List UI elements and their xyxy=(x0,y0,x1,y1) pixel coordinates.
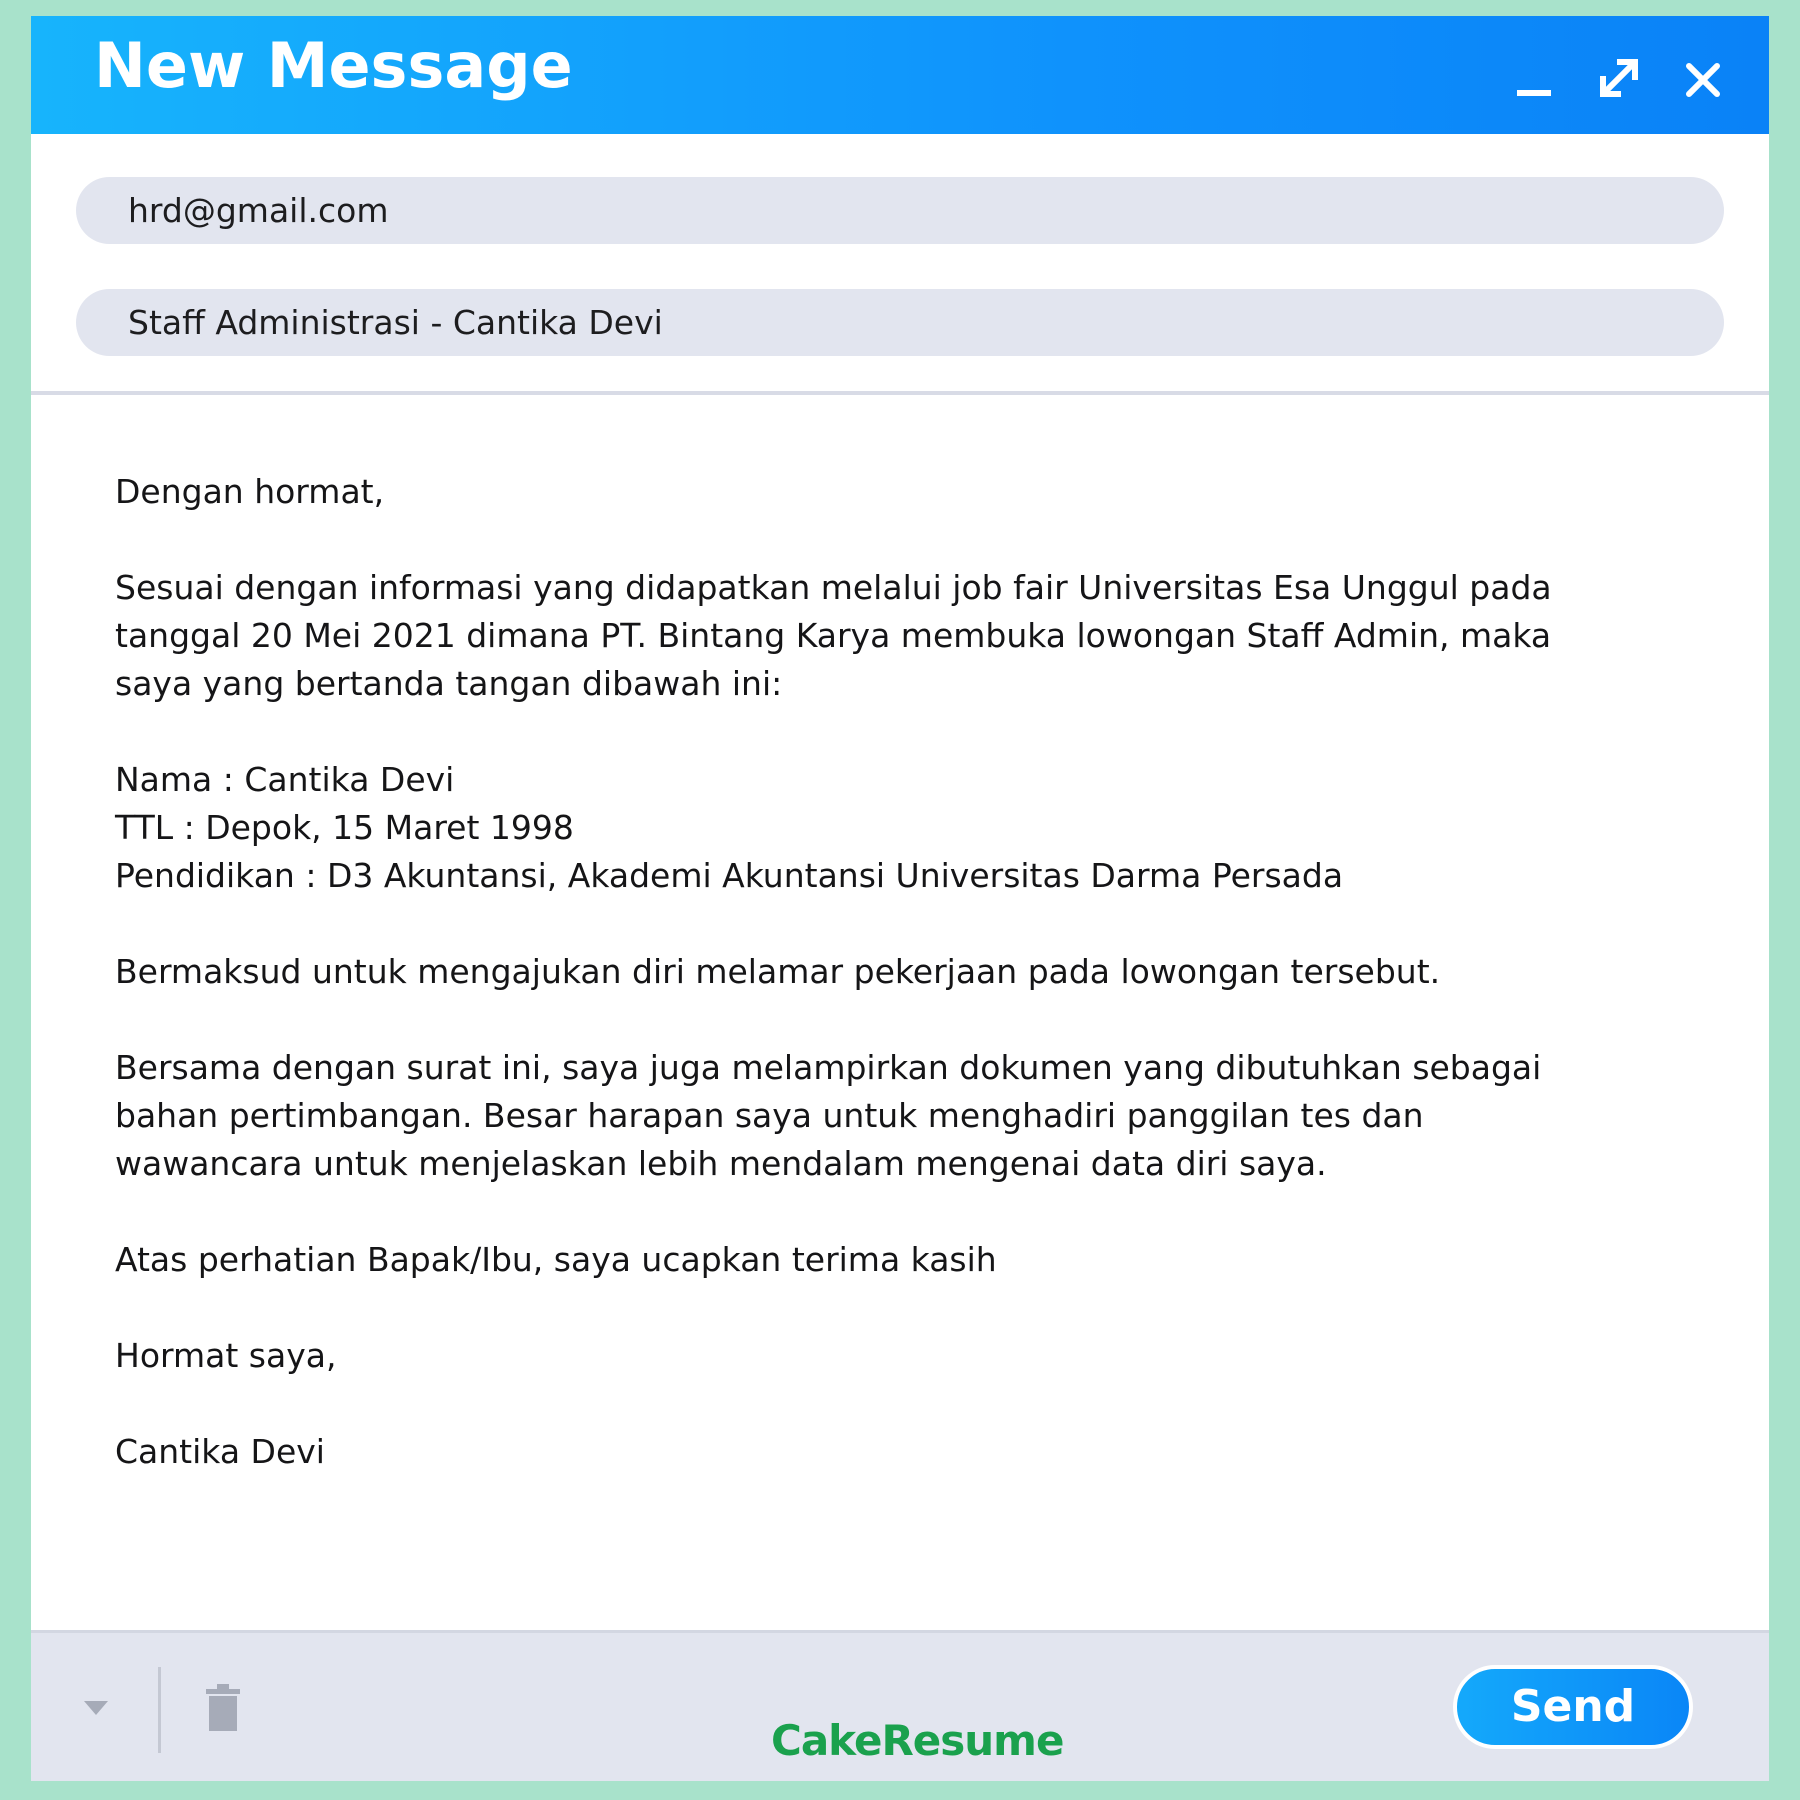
subject-value: Staff Administrasi - Cantika Devi xyxy=(128,303,663,342)
minimize-button[interactable] xyxy=(1503,46,1567,110)
detail-education: Pendidikan : D3 Akuntansi, Akademi Akuntansi Universitas Darma Persada xyxy=(115,856,1344,895)
caret-down-icon xyxy=(81,1695,111,1719)
window-title: New Message xyxy=(94,29,573,102)
details-paragraph xyxy=(115,756,1695,900)
thanks-paragraph xyxy=(115,1236,1695,1284)
signature-line: Cantika Devi xyxy=(115,1432,325,1471)
purpose-paragraph xyxy=(115,948,1695,996)
compose-footer xyxy=(31,1630,1769,1781)
attachment-line: bahan pertimbangan. Besar harapan saya untuk menghadiri panggilan tes dan xyxy=(115,1096,1424,1135)
send-button[interactable]: Send xyxy=(1453,1665,1693,1749)
more-options-button[interactable] xyxy=(81,1695,111,1719)
detail-birth: TTL : Depok, 15 Maret 1998 xyxy=(115,808,574,847)
footer-separator xyxy=(158,1667,161,1753)
thanks-line: Atas perhatian Bapak/Ibu, saya ucapkan terima kasih xyxy=(115,1240,997,1279)
closing-paragraph xyxy=(115,1332,1695,1380)
detail-name: Nama : Cantika Devi xyxy=(115,760,455,799)
purpose-line: Bermaksud untuk mengajukan diri melamar pekerjaan pada lowongan tersebut. xyxy=(115,952,1441,991)
recipient-value: hrd@gmail.com xyxy=(128,191,389,230)
minimize-icon xyxy=(1503,46,1567,110)
intro-paragraph xyxy=(115,564,1695,708)
attachment-line: Bersama dengan surat ini, saya juga melampirkan dokumen yang dibutuhkan sebagai xyxy=(115,1048,1542,1087)
close-button[interactable] xyxy=(1671,46,1735,110)
expand-icon xyxy=(1587,46,1651,110)
close-icon xyxy=(1671,46,1735,110)
subject-field[interactable] xyxy=(76,289,1724,356)
closing-line: Hormat saya, xyxy=(115,1336,337,1375)
header-divider xyxy=(31,391,1769,395)
signature-paragraph xyxy=(115,1428,1695,1476)
attachment-paragraph xyxy=(115,1044,1695,1188)
discard-button[interactable] xyxy=(203,1683,243,1733)
recipient-field[interactable] xyxy=(76,177,1724,244)
greeting-line: Dengan hormat, xyxy=(115,472,385,511)
trash-icon xyxy=(203,1683,243,1733)
intro-line: saya yang bertanda tangan dibawah ini: xyxy=(115,664,783,703)
intro-line: Sesuai dengan informasi yang didapatkan melalui job fair Universitas Esa Unggul pada xyxy=(115,568,1552,607)
intro-line: tanggal 20 Mei 2021 dimana PT. Bintang Karya membuka lowongan Staff Admin, maka xyxy=(115,616,1552,655)
compose-window xyxy=(31,16,1769,1781)
attachment-line: wawancara untuk menjelaskan lebih mendalam mengenai data diri saya. xyxy=(115,1144,1327,1183)
brand-logo: CakeResume xyxy=(771,1716,1064,1765)
message-body[interactable] xyxy=(115,468,1695,1476)
greeting xyxy=(115,468,1695,516)
title-bar xyxy=(31,16,1769,134)
expand-button[interactable] xyxy=(1587,46,1651,110)
